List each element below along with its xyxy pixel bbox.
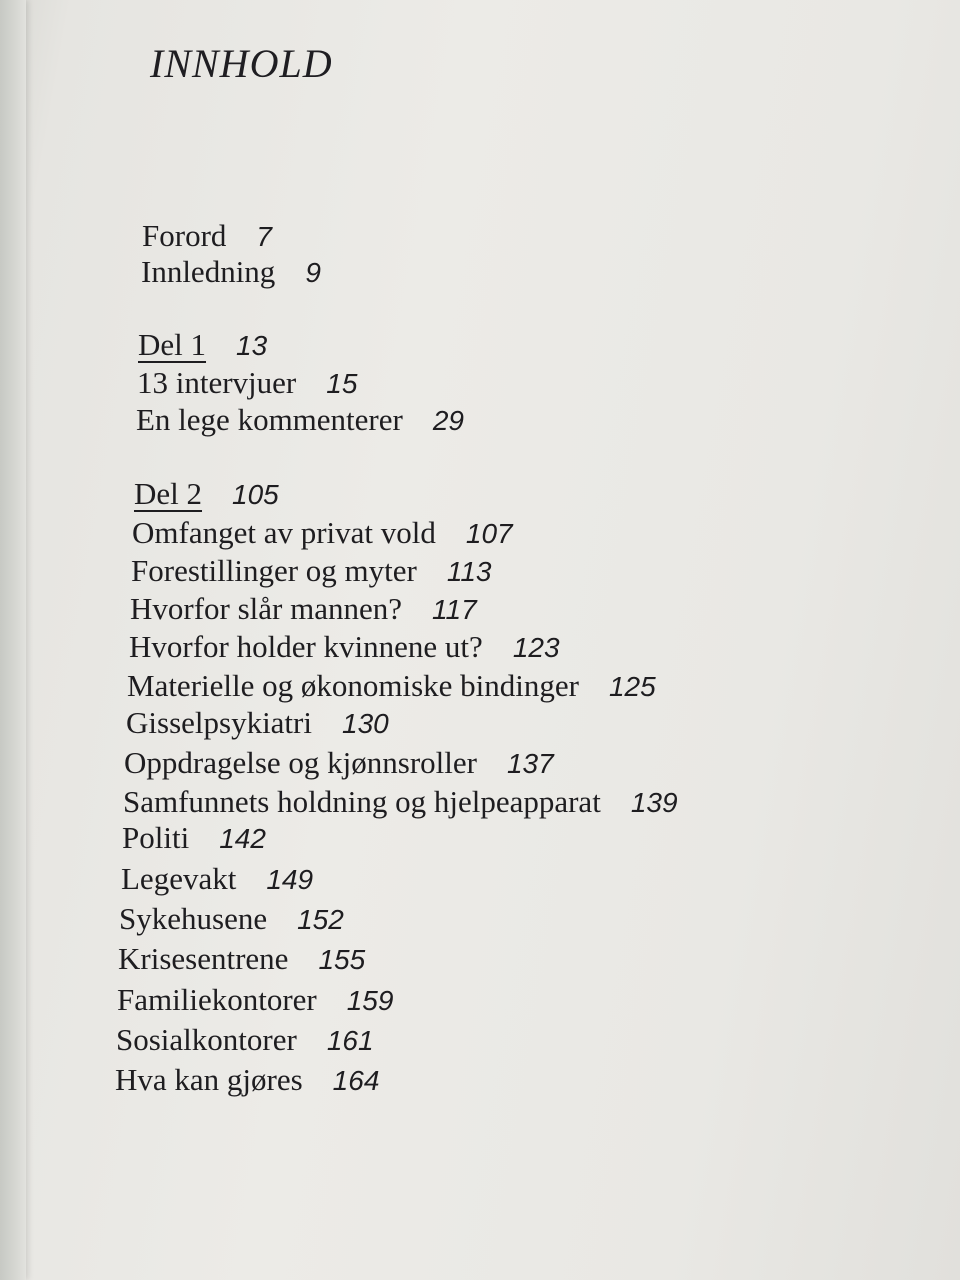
toc-title: Forestillinger og myter [131, 553, 417, 588]
toc-entry [121, 861, 313, 898]
toc-title: Forord [142, 218, 227, 253]
toc-title: Innledning [141, 254, 276, 289]
toc-page-number: 137 [506, 748, 554, 779]
toc-title: Oppdragelse og kjønnsroller [124, 745, 477, 780]
toc-page-number: 123 [512, 632, 560, 663]
toc-title: Hvorfor slår mannen? [130, 591, 403, 626]
toc-entry [142, 218, 272, 255]
toc-page-number: 155 [318, 944, 366, 975]
page-edge [0, 0, 26, 1280]
toc-title: Hvorfor holder kvinnene ut? [129, 629, 483, 664]
toc-page-number: 149 [266, 864, 314, 895]
toc-entry [130, 591, 477, 628]
toc-title: Materielle og økonomiske bindinger [127, 668, 579, 703]
toc-page-number: 152 [297, 904, 344, 935]
toc-page-number: 161 [326, 1025, 374, 1056]
toc-part-heading [134, 476, 279, 513]
toc-entry [132, 515, 513, 552]
toc-title: Krisesentrene [118, 941, 289, 976]
toc-title: Del 2 [134, 476, 203, 511]
toc-page-number: 164 [332, 1065, 380, 1096]
toc-entry [123, 784, 678, 821]
toc-title: Familiekontorer [117, 982, 317, 1017]
toc-page-number: 125 [608, 671, 656, 702]
toc-title: En lege kommenterer [136, 402, 403, 437]
toc-title: Sosialkontorer [116, 1022, 297, 1057]
toc-entry [122, 820, 266, 857]
toc-title: 13 intervjuer [137, 365, 297, 400]
toc-page-number: 130 [342, 708, 389, 739]
toc-title: Omfanget av privat vold [132, 515, 436, 550]
toc-entry [131, 553, 491, 590]
toc-title: Hva kan gjøres [115, 1062, 303, 1097]
toc-entry [141, 254, 321, 291]
toc-entry [118, 941, 365, 978]
toc-entry [126, 705, 389, 742]
toc-entry [129, 629, 560, 666]
toc-page-number: 107 [465, 518, 513, 549]
toc-page-number: 139 [630, 787, 678, 818]
toc-part-heading [138, 327, 267, 364]
toc-page-number: 142 [219, 823, 266, 854]
toc-entry [119, 901, 344, 938]
toc-title: Sykehusene [119, 901, 268, 936]
toc-entry [116, 1022, 374, 1059]
toc-page-number: 117 [432, 594, 477, 625]
toc-page-number: 113 [446, 556, 492, 587]
toc-entry [117, 982, 393, 1019]
toc-page-number: 159 [346, 985, 394, 1016]
toc-entry [127, 668, 656, 705]
toc-entry [136, 402, 464, 439]
toc-title: Legevakt [121, 861, 237, 896]
toc-page-number: 15 [326, 368, 358, 399]
page-heading: INNHOLD [150, 41, 333, 86]
toc-page-number: 7 [256, 221, 272, 252]
toc-title: Gisselpsykiatri [126, 705, 312, 740]
toc-title: Politi [122, 820, 190, 855]
toc-page-number: 29 [432, 405, 464, 436]
toc-title: Samfunnets holdning og hjelpeapparat [123, 784, 601, 819]
toc-page-number: 9 [305, 257, 321, 288]
toc-entry [115, 1062, 379, 1099]
toc-page-number: 13 [236, 330, 268, 361]
toc-entry [124, 745, 554, 782]
toc-entry [137, 365, 357, 402]
toc-page-number: 105 [232, 479, 279, 510]
toc-title: Del 1 [138, 327, 207, 362]
